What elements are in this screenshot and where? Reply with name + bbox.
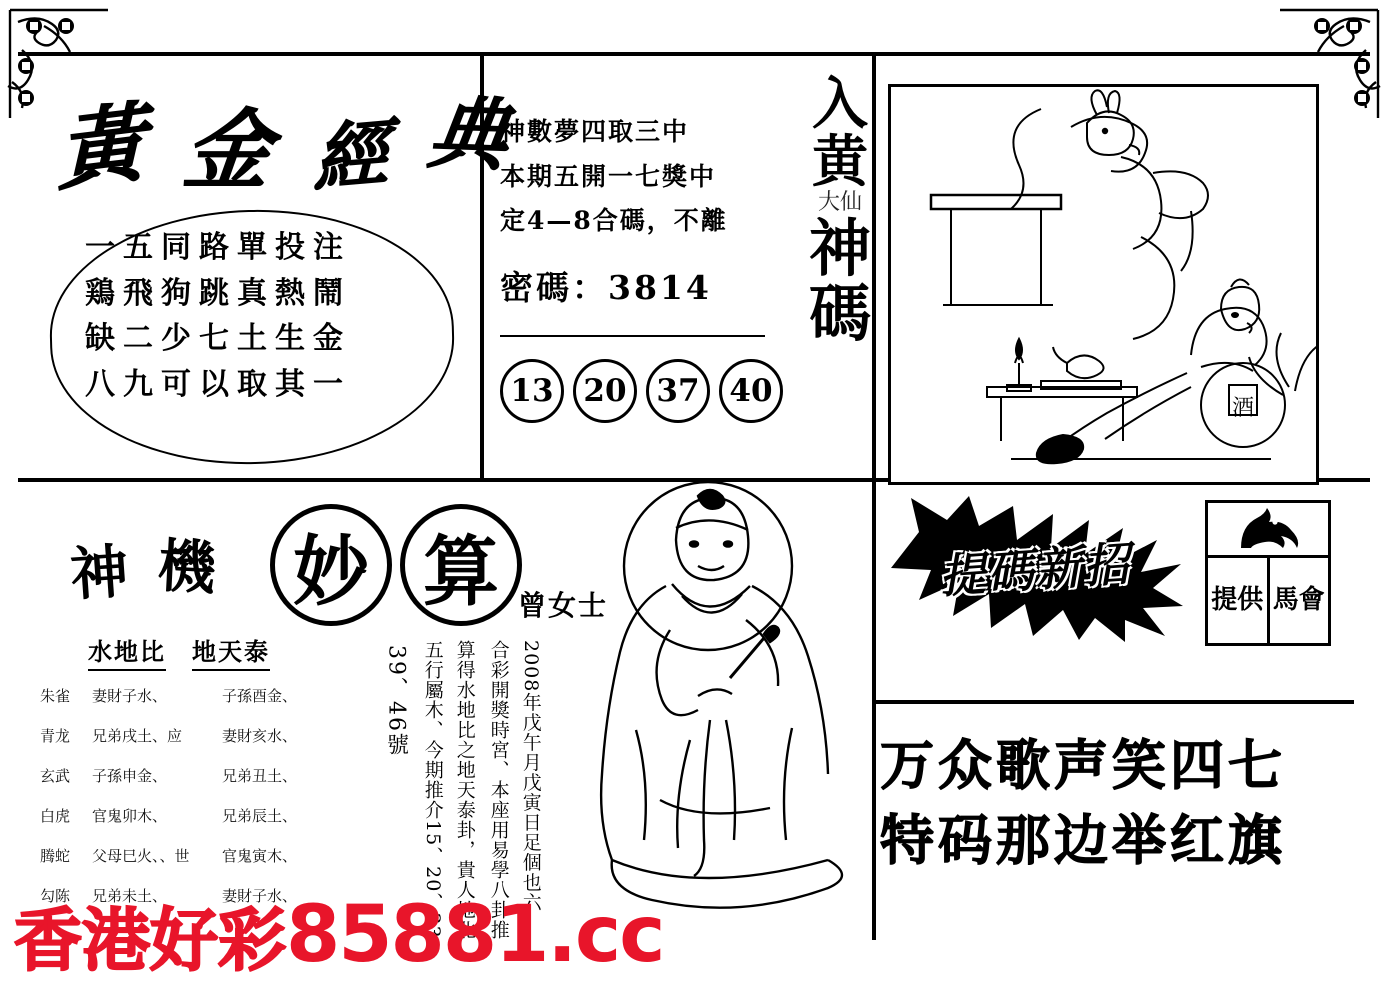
table-header-1: 水地比	[88, 632, 166, 671]
table-row	[40, 725, 380, 746]
title-char-3: 經	[313, 110, 395, 203]
prediction-lines	[500, 55, 790, 244]
row-label: 勾陈	[40, 887, 71, 905]
table-row	[40, 805, 380, 826]
hexagram-table	[40, 632, 380, 925]
row-col1: 父母巳火、、世	[92, 847, 190, 865]
watermark-domain: 85881.cc	[286, 890, 664, 980]
slogan-line-1: 万众歌声笑四七	[880, 733, 1286, 797]
prediction-block	[500, 55, 790, 475]
watermark	[14, 890, 894, 981]
row-label: 朱雀	[40, 687, 71, 705]
row-col2: 妻財子水、	[222, 887, 298, 905]
heading-circle-miao: 妙	[270, 504, 392, 626]
title-char-1: 黃	[56, 91, 152, 203]
vertical-note-a: 五行屬木、今期推介15、20、33	[421, 640, 444, 939]
row-col2: 兄弟辰土、	[222, 807, 298, 825]
secret-code-value: 3814	[608, 267, 712, 307]
table-row	[40, 765, 380, 786]
lottery-ball: 37	[646, 359, 710, 423]
table-row	[40, 845, 380, 866]
row-col1: 兄弟戌土、应	[92, 727, 183, 745]
prediction-line-3: 定4—8合碼，不離	[500, 206, 728, 235]
row-col1: 子孫申金、	[92, 767, 168, 785]
deity-illustration	[540, 470, 900, 940]
title-char-2: 金	[179, 100, 282, 202]
verse-line-1: 一五同路單投注	[85, 230, 351, 265]
title-char-4: 典	[423, 88, 520, 182]
slogan-line-2: 特码那边举红旗	[880, 807, 1286, 872]
prediction-line-2: 本期五開一七獎中	[500, 161, 717, 191]
horse-logo-left-text	[1208, 558, 1267, 643]
lottery-ball: 40	[719, 359, 783, 423]
verse-block	[85, 225, 425, 407]
watermark-brand: 香港好彩	[14, 901, 287, 981]
vertical-title-line-1: 入黄	[812, 71, 868, 196]
vertical-note-b: 算得水地比之地天泰卦，貴人地北	[453, 640, 476, 940]
secret-code-label: 密碼：	[500, 267, 608, 307]
wine-jar-label: 酒	[1231, 396, 1255, 421]
vertical-note-c: 合彩開獎時宮、本座用易學八卦推	[487, 640, 510, 940]
table-header-row	[88, 632, 380, 671]
vertical-note-d: 2008年戊午月戊寅日足個也六	[519, 640, 542, 913]
page-title	[54, 60, 520, 220]
divider-right-lower	[872, 700, 1354, 704]
verse-line-2: 鶏飛狗跳真熱鬧	[85, 275, 351, 311]
verse-line-4: 八九可以取其一	[85, 366, 351, 402]
vertical-brand-title	[800, 71, 880, 475]
scholar-rabbit-illustration	[888, 84, 1319, 485]
recommended-numbers: 39、46號	[383, 645, 409, 757]
slogan-block	[880, 728, 1340, 877]
burst-label: 提碼新招	[937, 536, 1133, 604]
lottery-ball-row	[500, 359, 790, 423]
row-col1: 兄弟未土、	[92, 887, 168, 905]
row-label: 玄武	[40, 767, 71, 785]
horse-logo-right-text	[1267, 558, 1329, 643]
table-row	[40, 685, 380, 706]
horse-head-icon	[1208, 503, 1328, 558]
heading-circle-suan: 算	[400, 504, 522, 626]
horse-logo-left-chars: 提供	[1211, 584, 1264, 615]
lottery-ball: 20	[573, 359, 637, 423]
table-header-2: 地天泰	[192, 632, 270, 671]
horse-club-logo	[1205, 500, 1331, 646]
verse-line-3: 缺二少七土生金	[85, 321, 351, 357]
heading-char-ji: 機	[155, 531, 218, 603]
secret-code-row	[500, 262, 790, 309]
prediction-line-1: 神數夢四取三中	[500, 117, 690, 146]
horse-logo-right-chars: 馬會	[1272, 584, 1325, 615]
row-label: 腾蛇	[40, 847, 71, 865]
golden-classic-block	[30, 60, 520, 460]
row-col2: 官鬼寅木、	[222, 847, 298, 865]
row-col1: 官鬼卯木、	[92, 807, 168, 825]
code-divider	[500, 335, 765, 337]
vertical-title-line-2: 大仙	[817, 190, 862, 216]
row-col2: 妻財亥水、	[222, 727, 298, 745]
row-label: 白虎	[40, 807, 71, 825]
heading-char-shen: 神	[68, 537, 131, 609]
tima-xinzhao-burst	[885, 492, 1185, 642]
vertical-title-line-3: 神碼	[808, 211, 871, 351]
author-name: 曾女士	[518, 589, 609, 622]
row-col2: 兄弟丑土、	[222, 767, 298, 785]
row-label: 青龙	[40, 727, 71, 745]
row-col1: 妻財子水、	[92, 687, 168, 705]
lottery-ball: 13	[500, 359, 564, 423]
row-col2: 子孫酉金、	[222, 687, 298, 705]
